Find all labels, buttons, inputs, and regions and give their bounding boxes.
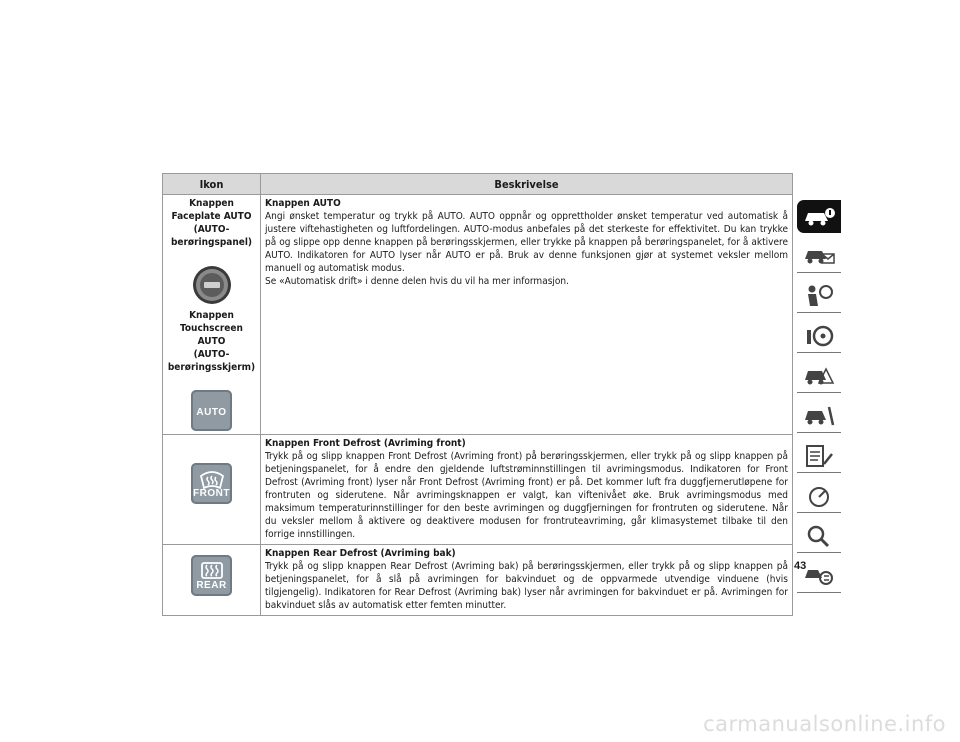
header-description: Beskrivelse xyxy=(261,174,793,195)
icon-cell-rear xyxy=(163,545,261,616)
auto-label-line3: (AUTO-berøringspanel) xyxy=(170,224,253,248)
auto-note: Se «Automatisk drift» i denne delen hvis du vil ha mer informasjon. xyxy=(265,276,569,287)
page-number: 43 xyxy=(794,560,807,572)
tab-car-tools-icon[interactable] xyxy=(797,399,841,433)
front-body: Trykk på og slipp knappen Front Defrost (Avriming front) på berøringsskjermen, eller trykk på og slipp knappen på betjeningspanelet, for å endre den gjeldende luftstrøminnstillingen til avrimingsmodus. Indikatoren for Front Defrost (Avriming front) lyser når Front Defrost (Avriming front) er på. Det kommer luft fra duggfjernerutløpene for frontruten og siderutene. Når avrimingsknappen er valgt, kan viftenivået øke. Bruk avrimingsmodus med maksimum temperaturinnstillinger for den beste avrimingen og duggfjerningen for frontruten og siderutene. Når du veksler mellom å aktivere og deaktivere modusen for frontruteavriming, går klimasystemet tilbake til den forrige innstillingen. xyxy=(265,451,788,540)
auto-touch-label-line2: AUTO xyxy=(197,336,226,347)
tab-car-crash-icon[interactable] xyxy=(797,359,841,393)
tab-car-info-icon[interactable] xyxy=(797,200,841,233)
tab-magnifier-icon[interactable] xyxy=(797,519,841,553)
tab-checklist-wrench-icon[interactable] xyxy=(797,439,841,473)
tab-airbag-seat-icon[interactable] xyxy=(797,279,841,313)
auto-button-text: AUTO xyxy=(196,407,227,418)
front-defrost-button-icon xyxy=(191,463,232,504)
description-cell-front xyxy=(261,435,793,545)
front-button-text: FRONT xyxy=(193,488,230,499)
auto-label-line2: Faceplate AUTO xyxy=(171,211,252,222)
rear-defrost-button-icon xyxy=(191,555,232,596)
rear-button-text: REAR xyxy=(196,580,227,591)
auto-label-line1: Knappen xyxy=(189,198,234,209)
rear-body: Trykk på og slipp knappen Rear Defrost (Avriming bak) på berøringsskjermen, eller trykk på og slipp knappen på betjeningspanelet, for å slå på avrimingen for bakvinduet og de oppvarmede utvendige vinduene (hvis tilgjengelig). Indikatoren for Rear Defrost (Avriming bak) lyser når avrimingen for bakvinduet er på. Avrimingen for bakvinduet slås av automatisk etter femten minutter. xyxy=(265,561,788,611)
description-cell-rear xyxy=(261,545,793,616)
icon-cell-auto xyxy=(163,195,261,435)
auto-touchscreen-button-icon xyxy=(191,390,232,431)
front-title: Knappen Front Defrost (Avriming front) xyxy=(265,438,466,449)
chapter-tabs xyxy=(797,200,841,599)
auto-title: Knappen AUTO xyxy=(265,198,341,209)
watermark: carmanualsonline.info xyxy=(703,712,946,736)
tab-car-index-icon[interactable] xyxy=(797,559,841,593)
description-cell-auto xyxy=(261,195,793,435)
climate-controls-table xyxy=(162,173,793,616)
rear-title: Knappen Rear Defrost (Avriming bak) xyxy=(265,548,456,559)
table-row-rear-defrost xyxy=(163,545,793,616)
auto-body: Angi ønsket temperatur og trykk på AUTO. AUTO oppnår og opprettholder ønsket temperatur ved automatisk å justere viftehastigheten og luftfordelingen. AUTO-modus anbefales på det sterkeste for effektivitet. Du kan trykke på og slippe opp denne knappen på berøringsskjermen, eller trykke på knappen på berøringspanelet, for å aktivere AUTO. Indikatoren for AUTO lyser når AUTO er på. Bruk av denne funksjonen gjør at systemet veksler mellom manuell og automatisk modus. xyxy=(265,211,788,274)
tab-car-message-icon[interactable] xyxy=(797,239,841,273)
auto-touch-label-line3: (AUTO-berøringsskjerm) xyxy=(167,349,256,373)
header-icon: Ikon xyxy=(163,174,261,195)
auto-touch-label-line1: Knappen Touchscreen xyxy=(180,310,243,334)
table-row-front-defrost xyxy=(163,435,793,545)
auto-faceplate-knob-icon xyxy=(192,265,232,305)
tab-steering-wheel-icon[interactable] xyxy=(797,319,841,353)
table-row-auto xyxy=(163,195,793,435)
tab-gauge-icon[interactable] xyxy=(797,479,841,513)
icon-cell-front xyxy=(163,435,261,545)
